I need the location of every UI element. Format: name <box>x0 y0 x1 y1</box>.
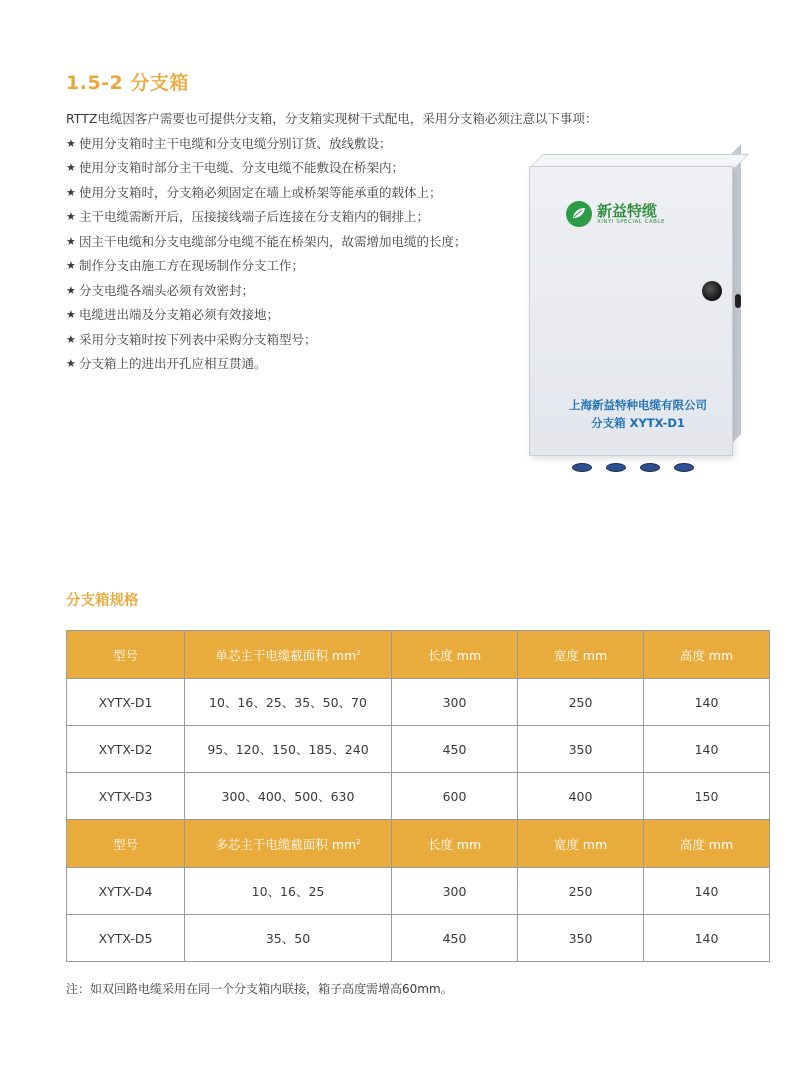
header-height: 高度 mm <box>644 820 770 868</box>
cell-area: 10、16、25 <box>185 868 392 915</box>
table-header-row <box>67 820 770 868</box>
cable-hole <box>640 463 660 472</box>
cell-length: 300 <box>392 868 518 915</box>
box-front-panel <box>529 166 733 456</box>
cell-area: 300、400、500、630 <box>185 773 392 820</box>
intro-text: RTTZ电缆因客户需要也可提供分支箱，分支箱实现树干式配电，采用分支箱必须注意以下事项： <box>66 111 598 126</box>
list-item: ★ 采用分支箱时按下列表中采购分支箱型号； <box>66 328 626 353</box>
cable-hole <box>606 463 626 472</box>
logo-chinese-text: 新益特缆 <box>597 202 658 220</box>
spec-title: 分支箱规格 <box>66 593 139 609</box>
list-item: ★ 分支箱上的进出开孔应相互贯通。 <box>66 352 626 377</box>
header-width: 宽度 mm <box>518 820 644 868</box>
cell-height: 140 <box>644 679 770 726</box>
brand-logo <box>566 201 665 227</box>
table-row <box>67 915 770 962</box>
cell-area: 95、120、150、185、240 <box>185 726 392 773</box>
cell-area: 10、16、25、35、50、70 <box>185 679 392 726</box>
list-item: ★ 因主干电缆和分支电缆部分电缆不能在桥架内，故需增加电缆的长度； <box>66 230 626 255</box>
header-width: 宽度 mm <box>518 631 644 679</box>
header-model: 型号 <box>67 820 185 868</box>
list-item: ★ 制作分支由施工方在现场制作分支工作； <box>66 254 626 279</box>
cell-length: 450 <box>392 915 518 962</box>
table-row <box>67 679 770 726</box>
table-row <box>67 868 770 915</box>
cable-hole <box>674 463 694 472</box>
cable-hole <box>572 463 592 472</box>
list-item: ★ 分支电缆各端头必须有效密封； <box>66 279 626 304</box>
header-height: 高度 mm <box>644 631 770 679</box>
cell-width: 250 <box>518 679 644 726</box>
cell-model: XYTX-D4 <box>67 868 185 915</box>
logo-english-text: XINYI SPECIAL CABLE <box>597 219 665 225</box>
leaf-icon <box>566 201 592 227</box>
cell-model: XYTX-D2 <box>67 726 185 773</box>
footnote: 注：如双回路电缆采用在同一个分支箱内联接，箱子高度需增高60mm。 <box>66 982 453 996</box>
cell-length: 600 <box>392 773 518 820</box>
cell-length: 450 <box>392 726 518 773</box>
cell-length: 300 <box>392 679 518 726</box>
section-title: 1.5-2 分支箱 <box>66 72 189 94</box>
header-length: 长度 mm <box>392 820 518 868</box>
cell-height: 140 <box>644 726 770 773</box>
table-row <box>67 773 770 820</box>
table-row <box>67 726 770 773</box>
header-model: 型号 <box>67 631 185 679</box>
header-area: 单芯主干电缆截面积 $mm^2$ <box>185 631 392 679</box>
cell-model: XYTX-D1 <box>67 679 185 726</box>
lock-knob-icon <box>702 281 722 301</box>
cell-width: 250 <box>518 868 644 915</box>
box-model-label: 分支箱 XYTX-D1 <box>591 416 685 430</box>
list-item: ★ 电缆进出端及分支箱必须有效接地； <box>66 303 626 328</box>
box-company-label: 上海新益特种电缆有限公司 <box>569 398 707 412</box>
table-header-row <box>67 631 770 679</box>
cell-width: 350 <box>518 726 644 773</box>
cell-model: XYTX-D5 <box>67 915 185 962</box>
cell-width: 400 <box>518 773 644 820</box>
list-item: ★ 主干电缆需断开后，压接接线端子后连接在分支箱内的铜排上； <box>66 205 626 230</box>
side-hole-icon <box>735 294 741 308</box>
list-item: ★ 使用分支箱时主干电缆和分支电缆分别订货、放线敷设； <box>66 132 626 157</box>
cell-height: 140 <box>644 915 770 962</box>
header-length: 长度 mm <box>392 631 518 679</box>
cell-height: 150 <box>644 773 770 820</box>
list-item: ★ 使用分支箱时部分主干电缆、分支电缆不能敷设在桥架内； <box>66 156 626 181</box>
spec-table <box>66 630 770 962</box>
branch-box-photo <box>515 152 743 466</box>
header-area: 多芯主干电缆截面积 $mm^2$ <box>185 820 392 868</box>
cell-model: XYTX-D3 <box>67 773 185 820</box>
cell-width: 350 <box>518 915 644 962</box>
cable-entry-holes <box>572 463 694 472</box>
list-item: ★ 使用分支箱时，分支箱必须固定在墙上或桥架等能承重的载体上； <box>66 181 626 206</box>
cell-area: 35、50 <box>185 915 392 962</box>
cell-height: 140 <box>644 868 770 915</box>
